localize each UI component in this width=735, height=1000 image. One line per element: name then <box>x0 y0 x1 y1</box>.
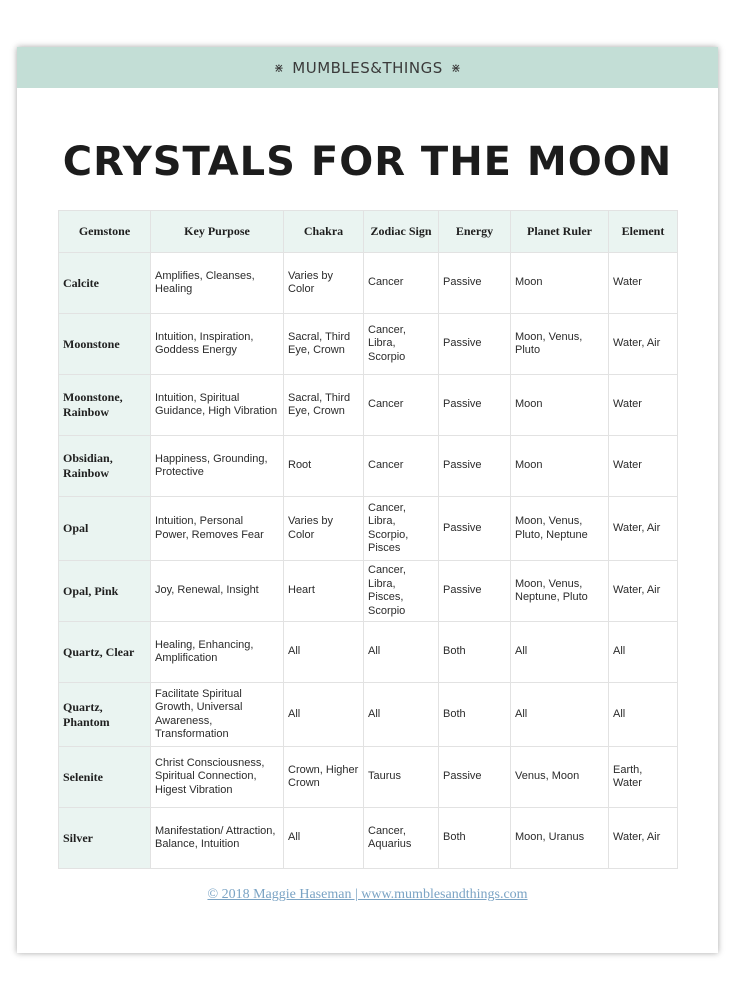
table-cell: Happiness, Grounding, Protective <box>151 436 284 497</box>
table-row <box>59 683 678 747</box>
gemstone-cell: Obsidian, Rainbow <box>59 436 151 497</box>
column-header: Planet Ruler <box>511 211 609 253</box>
page-title: CRYSTALS FOR THE MOON <box>62 139 673 185</box>
table-cell: Passive <box>439 497 511 561</box>
table-cell: Cancer <box>364 253 439 314</box>
table-cell: Moon, Uranus <box>511 808 609 869</box>
table-row <box>59 253 678 314</box>
table-cell: Passive <box>439 561 511 622</box>
table-cell: Christ Consciousness, Spiritual Connection, Higest Vibration <box>151 747 284 808</box>
gemstone-cell: Moonstone <box>59 314 151 375</box>
table-cell: Water, Air <box>609 314 678 375</box>
table-cell: Moon, Venus, Pluto <box>511 314 609 375</box>
table-cell: All <box>284 808 364 869</box>
table-cell: Joy, Renewal, Insight <box>151 561 284 622</box>
table-cell: Venus, Moon <box>511 747 609 808</box>
table-cell: All <box>284 683 364 747</box>
table-row <box>59 808 678 869</box>
table-cell: Water <box>609 375 678 436</box>
column-header: Element <box>609 211 678 253</box>
table-cell: Cancer, Aquarius <box>364 808 439 869</box>
table-row <box>59 436 678 497</box>
table-cell: Moon <box>511 253 609 314</box>
gemstone-cell: Moonstone, Rainbow <box>59 375 151 436</box>
table-cell: Cancer, Libra, Scorpio, Pisces <box>364 497 439 561</box>
table-row <box>59 375 678 436</box>
table-row <box>59 622 678 683</box>
table-cell: All <box>609 683 678 747</box>
table-cell: All <box>284 622 364 683</box>
table-cell: Sacral, Third Eye, Crown <box>284 375 364 436</box>
table-cell: Water, Air <box>609 561 678 622</box>
sparkle-left-icon: ⋇ <box>273 60 285 75</box>
table-cell: Water <box>609 436 678 497</box>
gemstone-cell: Quartz, Phantom <box>59 683 151 747</box>
table-cell: Facilitate Spiritual Growth, Universal Awareness, Transformation <box>151 683 284 747</box>
crystals-table <box>58 210 678 869</box>
table-cell: Intuition, Personal Power, Removes Fear <box>151 497 284 561</box>
table-cell: Water <box>609 253 678 314</box>
table-cell: Moon <box>511 375 609 436</box>
table-cell: Cancer <box>364 436 439 497</box>
table-cell: Intuition, Spiritual Guidance, High Vibration <box>151 375 284 436</box>
table-cell: All <box>511 622 609 683</box>
table-cell: Passive <box>439 436 511 497</box>
gemstone-cell: Opal, Pink <box>59 561 151 622</box>
table-cell: Manifestation/ Attraction, Balance, Intuition <box>151 808 284 869</box>
table-cell: Passive <box>439 375 511 436</box>
column-header: Gemstone <box>59 211 151 253</box>
table-cell: Amplifies, Cleanses, Healing <box>151 253 284 314</box>
table-cell: Both <box>439 808 511 869</box>
table-cell: All <box>609 622 678 683</box>
table-cell: Sacral, Third Eye, Crown <box>284 314 364 375</box>
table-cell: Earth, Water <box>609 747 678 808</box>
table-cell: Cancer <box>364 375 439 436</box>
table-row <box>59 561 678 622</box>
table-cell: Varies by Color <box>284 253 364 314</box>
header-banner <box>17 47 718 88</box>
table-cell: Passive <box>439 253 511 314</box>
brand-logo <box>266 59 470 77</box>
table-cell: Intuition, Inspiration, Goddess Energy <box>151 314 284 375</box>
gemstone-cell: Opal <box>59 497 151 561</box>
table-body <box>59 253 678 869</box>
brand-name: MUMBLES&THINGS <box>292 58 443 77</box>
table-cell: Heart <box>284 561 364 622</box>
table-cell: All <box>364 622 439 683</box>
gemstone-cell: Quartz, Clear <box>59 622 151 683</box>
copyright-link[interactable]: © 2018 Maggie Haseman | www.mumblesandthings.com <box>207 887 528 902</box>
table-cell: Both <box>439 683 511 747</box>
table-row <box>59 497 678 561</box>
column-header: Energy <box>439 211 511 253</box>
column-header: Key Purpose <box>151 211 284 253</box>
table-cell: Water, Air <box>609 808 678 869</box>
gemstone-cell: Silver <box>59 808 151 869</box>
sparkle-right-icon: ⋇ <box>450 60 462 75</box>
table-cell: Root <box>284 436 364 497</box>
table-cell: Cancer, Libra, Pisces, Scorpio <box>364 561 439 622</box>
table-cell: Crown, Higher Crown <box>284 747 364 808</box>
table-row <box>59 747 678 808</box>
column-header: Chakra <box>284 211 364 253</box>
table-cell: Varies by Color <box>284 497 364 561</box>
table-cell: Healing, Enhancing, Amplification <box>151 622 284 683</box>
table-cell: Cancer, Libra, Scorpio <box>364 314 439 375</box>
table-cell: Taurus <box>364 747 439 808</box>
table-cell: Water, Air <box>609 497 678 561</box>
table-cell: Moon, Venus, Pluto, Neptune <box>511 497 609 561</box>
column-header: Zodiac Sign <box>364 211 439 253</box>
gemstone-cell: Selenite <box>59 747 151 808</box>
table-header-row <box>59 211 678 253</box>
table-cell: Moon <box>511 436 609 497</box>
table-cell: All <box>364 683 439 747</box>
gemstone-cell: Calcite <box>59 253 151 314</box>
table-cell: Passive <box>439 314 511 375</box>
table-row <box>59 314 678 375</box>
table-cell: Both <box>439 622 511 683</box>
table-cell: All <box>511 683 609 747</box>
table-cell: Passive <box>439 747 511 808</box>
document-page <box>17 47 718 953</box>
table-cell: Moon, Venus, Neptune, Pluto <box>511 561 609 622</box>
